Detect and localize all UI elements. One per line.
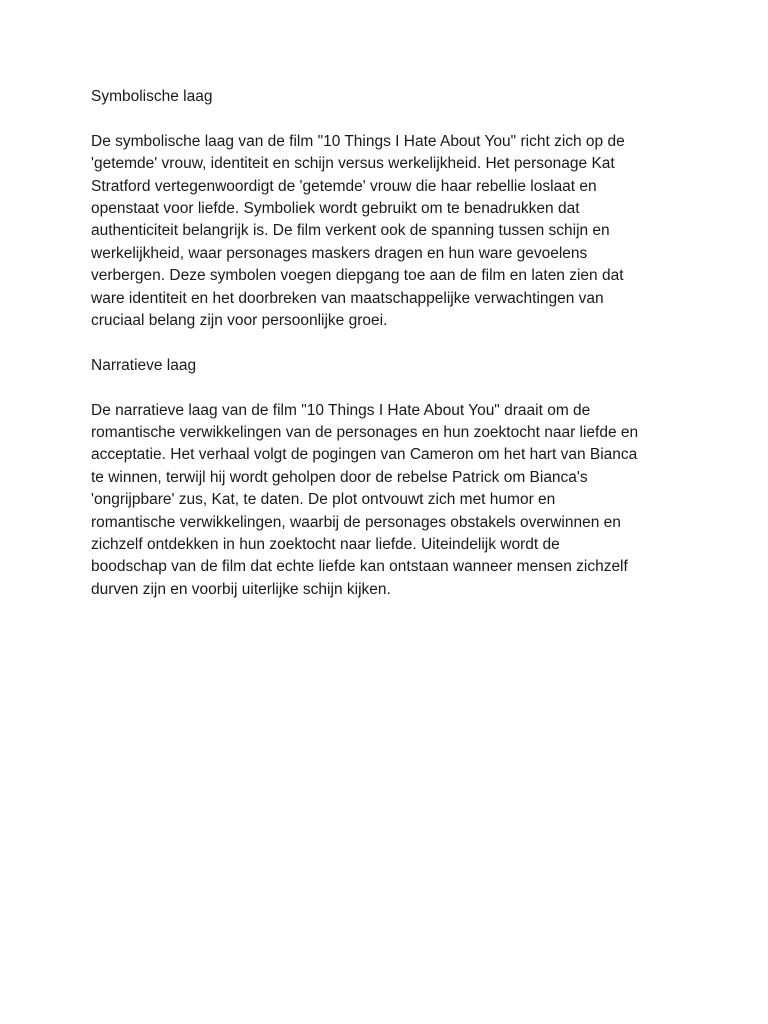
paragraph-line: De narratieve laag van de film "10 Things I Hate About You" draait om de xyxy=(91,401,591,419)
document-body xyxy=(91,86,691,624)
paragraph-line: romantische verwikkelingen, waarbij de personages obstakels overwinnen en xyxy=(91,513,621,531)
paragraph-line: openstaat voor liefde. Symboliek wordt gebruikt om te benadrukken dat xyxy=(91,200,580,218)
paragraph-line: De symbolische laag van de film "10 Things I Hate About You" richt zich op de xyxy=(91,132,625,150)
paragraph-line: durven zijn en voorbij uiterlijke schijn kijken. xyxy=(91,580,391,598)
paragraph-line: verbergen. Deze symbolen voegen diepgang toe aan de film en laten zien dat xyxy=(91,267,624,285)
paragraph-line: acceptatie. Het verhaal volgt de pogingen van Cameron om het hart van Bianca xyxy=(91,446,638,464)
section-paragraph-narratieve-laag xyxy=(91,400,691,602)
paragraph-line: Stratford vertegenwoordigt de 'getemde' vrouw die haar rebellie loslaat en xyxy=(91,177,597,195)
section-heading-symbolische-laag: Symbolische laag xyxy=(91,88,213,105)
paragraph-line: zichzelf ontdekken in hun zoektocht naar liefde. Uiteindelijk wordt de xyxy=(91,536,560,554)
section-paragraph-symbolische-laag xyxy=(91,131,691,333)
paragraph-line: te winnen, terwijl hij wordt geholpen door de rebelse Patrick om Bianca's xyxy=(91,468,588,486)
paragraph-line: cruciaal belang zijn voor persoonlijke groei. xyxy=(91,312,388,330)
paragraph-line: authenticiteit belangrijk is. De film verkent ook de spanning tussen schijn en xyxy=(91,222,610,240)
paragraph-line: 'ongrijpbare' zus, Kat, te daten. De plot ontvouwt zich met humor en xyxy=(91,491,556,509)
paragraph-line: boodschap van de film dat echte liefde kan ontstaan wanneer mensen zichzelf xyxy=(91,558,628,576)
paragraph-line: 'getemde' vrouw, identiteit en schijn versus werkelijkheid. Het personage Kat xyxy=(91,155,615,173)
section-heading-narratieve-laag: Narratieve laag xyxy=(91,356,197,374)
paragraph-line: romantische verwikkelingen van de personages en hun zoektocht naar liefde en xyxy=(91,424,639,442)
paragraph-line: werkelijkheid, waar personages maskers dragen en hun ware gevoelens xyxy=(91,244,588,262)
paragraph-line: ware identiteit en het doorbreken van maatschappelijke verwachtingen van xyxy=(91,289,604,307)
